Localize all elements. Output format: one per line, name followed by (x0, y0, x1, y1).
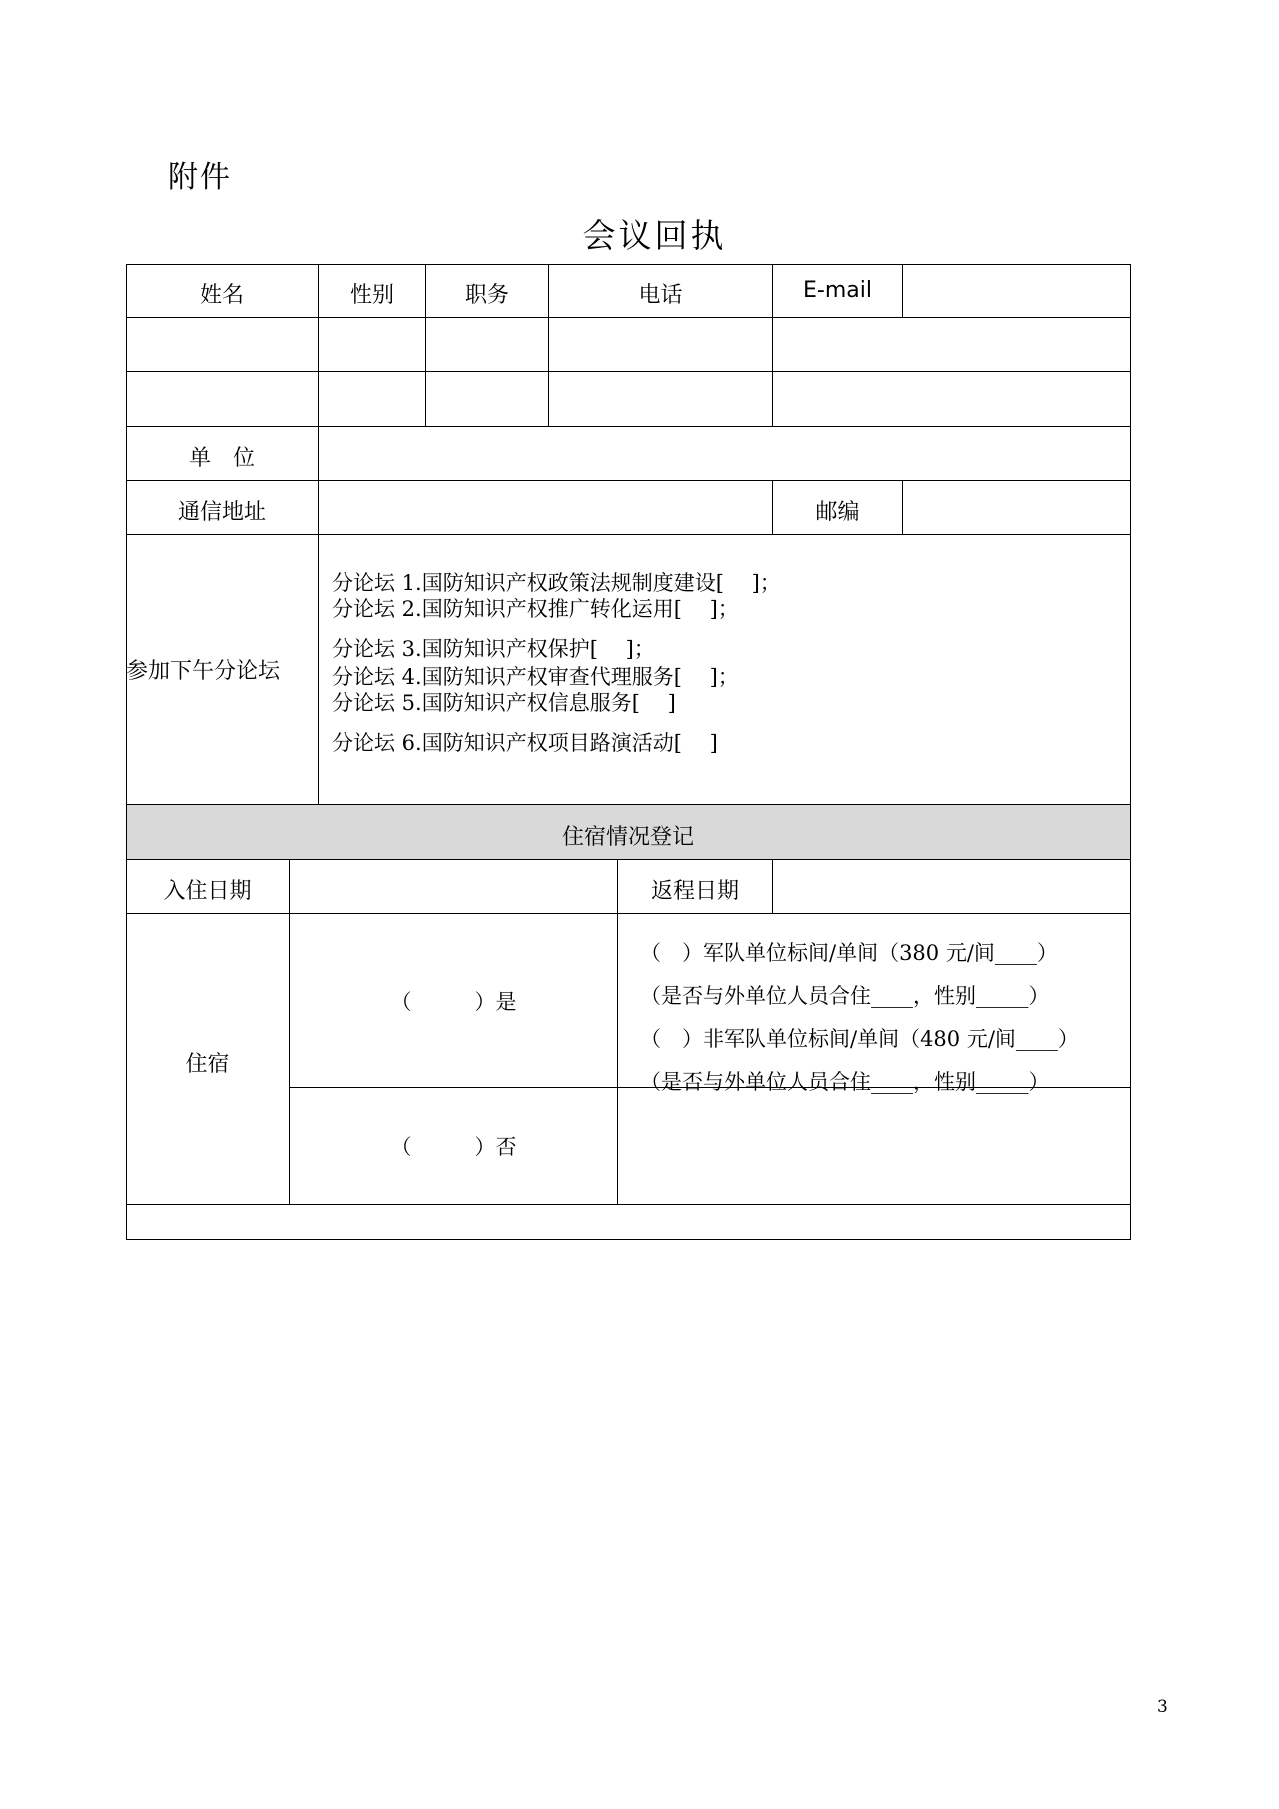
no-lodging-note-cell[interactable] (618, 1088, 1131, 1205)
name-input-cell[interactable] (126, 318, 319, 372)
lodging-no-choice[interactable]: （ ）否 (290, 1088, 618, 1205)
header-position: 职务 (426, 264, 549, 318)
gender-input-cell[interactable] (319, 372, 426, 427)
room-option-military[interactable]: （ ）军队单位标间/单间（380 元/间____） (640, 941, 1058, 965)
postcode-input-cell[interactable] (903, 481, 1131, 535)
phone-input-cell[interactable] (549, 318, 773, 372)
lodging-section-header: 住宿情况登记 (126, 805, 1131, 860)
position-input-cell[interactable] (426, 372, 549, 427)
address-input-cell[interactable] (319, 481, 773, 535)
return-date-input-cell[interactable] (773, 860, 1131, 914)
room-share-military[interactable]: （是否与外单位人员合住____，性别_____） (640, 984, 1050, 1008)
reply-form-table (126, 264, 1131, 1240)
checkin-date-label: 入住日期 (126, 860, 290, 914)
header-name: 姓名 (126, 264, 319, 318)
forum-option-4[interactable]: 分论坛 4.国防知识产权审查代理服务[ ]； (332, 665, 739, 689)
page-title: 会议回执 (582, 216, 727, 255)
lodging-label: 住宿 (126, 914, 290, 1205)
forum-option-2[interactable]: 分论坛 2.国防知识产权推广转化运用[ ]； (332, 597, 739, 621)
return-date-label: 返程日期 (618, 860, 773, 914)
room-option-nonmilitary[interactable]: （ ）非军队单位标间/单间（480 元/间____） (640, 1027, 1079, 1051)
email-input-cell[interactable] (773, 318, 1131, 372)
header-gender: 性别 (319, 264, 426, 318)
checkin-date-input-cell[interactable] (290, 860, 618, 914)
unit-label: 单 位 (126, 427, 319, 481)
forum-option-1[interactable]: 分论坛 1.国防知识产权政策法规制度建设[ ]； (332, 571, 781, 595)
header-phone: 电话 (549, 264, 773, 318)
room-share-nonmilitary[interactable]: （是否与外单位人员合住____，性别_____） (640, 1070, 1050, 1094)
gender-input-cell[interactable] (319, 318, 426, 372)
phone-input-cell[interactable] (549, 372, 773, 427)
forum-option-6[interactable]: 分论坛 6.国防知识产权项目路演活动[ ] (332, 731, 718, 755)
page-number: 3 (1157, 1697, 1168, 1717)
forums-label: 参加下午分论坛 (126, 535, 319, 805)
lodging-yes-choice[interactable]: （ ）是 (290, 914, 618, 1088)
unit-input-cell[interactable] (319, 427, 1131, 481)
forum-option-3[interactable]: 分论坛 3.国防知识产权保护[ ]； (332, 637, 655, 661)
forum-option-5[interactable]: 分论坛 5.国防知识产权信息服务[ ] (332, 691, 676, 715)
name-input-cell[interactable] (126, 372, 319, 427)
header-email: E-mail (773, 264, 903, 318)
email-value-cell[interactable] (903, 264, 1131, 318)
position-input-cell[interactable] (426, 318, 549, 372)
email-input-cell[interactable] (773, 372, 1131, 427)
annex-label: 附件 (168, 160, 232, 195)
address-label: 通信地址 (126, 481, 319, 535)
postcode-label: 邮编 (773, 481, 903, 535)
bottom-blank-row (126, 1205, 1131, 1240)
